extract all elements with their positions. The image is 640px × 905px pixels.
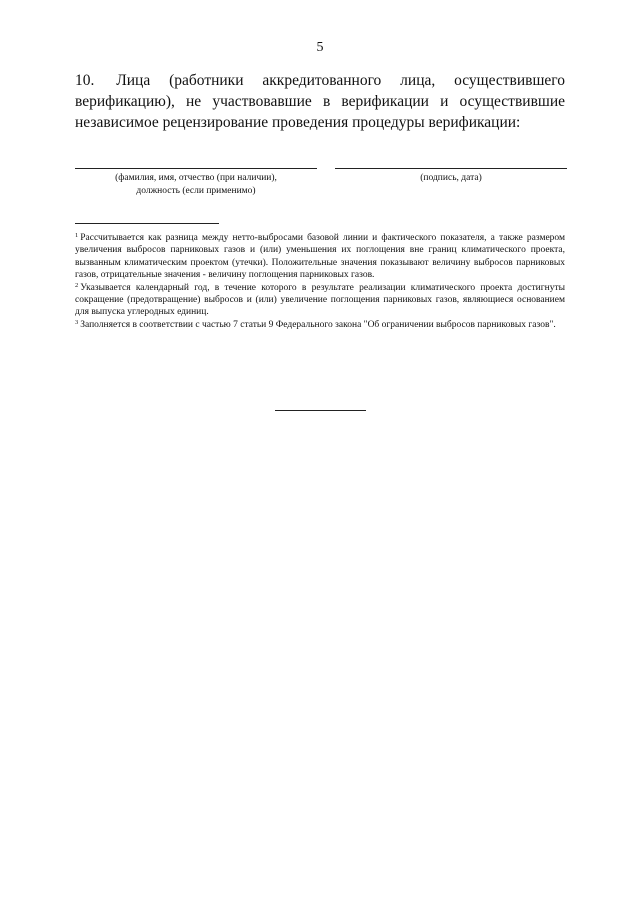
page-number: 5 [316, 40, 324, 55]
section-10 [75, 70, 565, 133]
signature-date-caption: (подпись, дата) [420, 173, 482, 183]
footnote-marker: 3 [75, 319, 79, 327]
signature-date-line [335, 168, 567, 169]
footnotes [75, 232, 565, 332]
footnote-text: Заполняется в соответствии с частью 7 статьи 9 Федерального закона "Об ограничении выбросов парниковых газов". [80, 320, 556, 331]
footnote-text: Указывается календарный год, в течение которого в результате реализации климатического проекта достигнуты сокращение (предотвращение) выбросов и (или) увеличение поглощения парниковых газов, являющиеся основанием для выпуска углеродных единиц. [75, 282, 565, 318]
footnote-marker: 2 [75, 281, 79, 289]
footnote-2 [75, 282, 565, 319]
footnote-marker: 1 [75, 232, 79, 239]
name-position-caption [75, 172, 317, 198]
footnote-separator [75, 223, 219, 224]
footnote-3 [75, 319, 565, 331]
end-of-document-rule [275, 410, 366, 411]
section-number: 10. [75, 72, 95, 89]
section-text: Лица (работники аккредитованного лица, осуществившего верификацию), не участвовавшие в верификации и осуществившие независимое рецензирование проведения процедуры верификации: [75, 72, 566, 131]
footnote-1 [75, 232, 565, 281]
name-caption-line-1: (фамилия, имя, отчество (при наличии), [115, 173, 277, 183]
name-signature-line [75, 168, 317, 169]
name-caption-line-2: должность (если применимо) [136, 186, 256, 196]
footnote-text: Рассчитывается как разница между нетто-выбросами базовой линии и фактического показателя, а также размером увеличения выбросов парниковых газов и (или) уменьшения их поглощения вне границ климатического проекта, вызванным климатическим проектом (утечки). Положительные значения показывают величину выбросов парниковых газов, отрицательные значения - величину поглощения парниковых газов. [75, 233, 565, 280]
